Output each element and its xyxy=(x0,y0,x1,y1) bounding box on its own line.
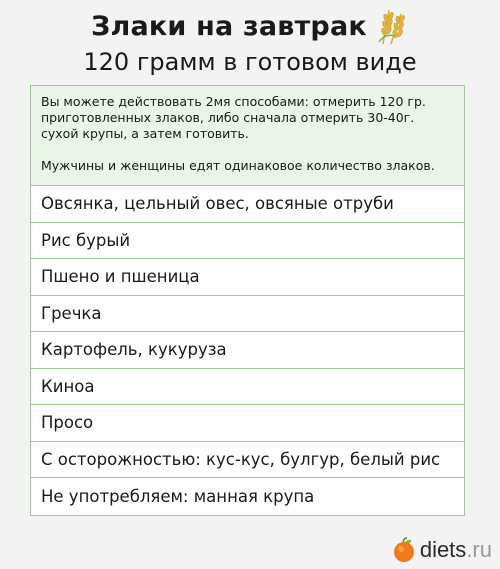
logo-name: diets xyxy=(419,537,467,562)
list-item: Не употребляем: манная крупа xyxy=(41,486,315,506)
cereal-table xyxy=(30,85,465,516)
list-item: Рис бурый xyxy=(31,223,464,260)
logo-tld: .ru xyxy=(466,537,492,562)
note-text-2: Мужчины и женщины едят одинаковое количество злаков. xyxy=(41,158,435,173)
site-logo[interactable] xyxy=(391,537,492,563)
list-item: Просо xyxy=(31,405,464,442)
note-text-1: Вы можете действовать 2мя способами: отмерить 120 гр. приготовленных злаков, либо сначала отмерить 30-40г. сухой крупы, а затем готовить. xyxy=(41,94,426,141)
page-subtitle: 120 грамм в готовом виде xyxy=(83,48,417,76)
list-item: С осторожностью: кус-кус, булгур, белый рис xyxy=(31,442,464,479)
list-item: Картофель, кукуруза xyxy=(31,332,464,369)
header xyxy=(0,6,500,46)
wheat-icon xyxy=(375,6,409,46)
list-item: Овсянка, цельный овес, овсяные отруби xyxy=(31,186,464,223)
apple-icon xyxy=(391,537,417,563)
page-title: Злаки на завтрак xyxy=(91,10,367,42)
list-item: Киноа xyxy=(31,369,464,406)
note-box xyxy=(31,86,464,186)
list-item: Пшено и пшеница xyxy=(31,259,464,296)
list-item: Гречка xyxy=(31,296,464,333)
